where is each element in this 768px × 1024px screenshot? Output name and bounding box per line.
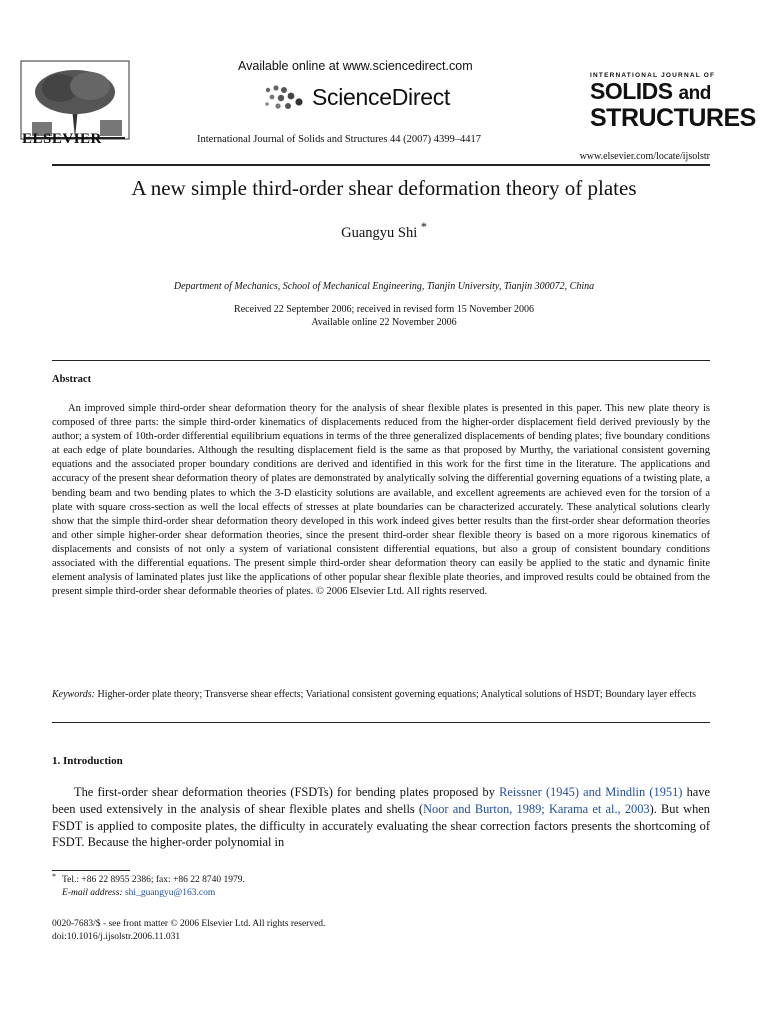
journal-logo-top: INTERNATIONAL JOURNAL OF bbox=[590, 72, 716, 79]
keywords bbox=[52, 688, 710, 701]
author-footnote bbox=[52, 873, 245, 900]
sciencedirect-wordmark: ScienceDirect bbox=[312, 83, 450, 110]
citation-link-reissner-mindlin[interactable]: Reissner (1945) and Mindlin (1951) bbox=[499, 785, 683, 799]
footnote-tel-line bbox=[52, 873, 245, 887]
author-name[interactable]: Guangyu Shi bbox=[341, 224, 418, 241]
section-heading-introduction: 1. Introduction bbox=[52, 755, 123, 767]
header-rule bbox=[52, 164, 710, 166]
available-line: Available online 22 November 2006 bbox=[311, 317, 457, 328]
article-author bbox=[0, 220, 768, 242]
keywords-rule bbox=[52, 722, 710, 723]
doi-line[interactable]: doi:10.1016/j.ijsolstr.2006.11.031 bbox=[52, 932, 181, 942]
keywords-list: Higher-order plate theory; Transverse shear effects; Variational consistent governing equations; Analytical solutions of HSDT; Boundary layer effects bbox=[97, 689, 697, 700]
copyright-block bbox=[52, 918, 325, 944]
received-dates bbox=[0, 303, 768, 329]
journal-logo-and: and bbox=[678, 83, 711, 104]
abstract-heading: Abstract bbox=[52, 374, 92, 385]
introduction-paragraph bbox=[52, 784, 710, 851]
publisher-name: ELSEVIER bbox=[22, 131, 102, 147]
abstract-text: An improved simple third-order shear deformation theory for the analysis of shear flexible plates is presented in this paper. This new plate theory is composed of three parts: the simple third-order kinematics of displacements reduced from the higher-order displacement field derived previously by the author; a system of 10th-order differential equilibrium equations in terms of the three generalized displacements of bending plates; five boundary conditions at each edge of plate boundaries. Although the resulting displacement field is the same as that proposed by Murthy, the variational consistent governing equations and the associated proper boundary conditions are derived and identified in this work for the first time in the literature. The applications and accuracy of the present shear deformation theory of plates are demonstrated by analytically solving the differential governing equations of a twisting plate, a bending beam and two bending plates to which the 3-D elasticity solutions are available, and excellent agreements are achieved even for the torsion of a plate with square cross-section as well the local effects of stresses at plate boundaries can be characterized accurately. These analytical solutions clearly show that the simple third-order shear deformation theory developed in this work indeed gives better results than the first-order shear deformation theories and other simple higher-order shear deformation theories, since the present third-order shear flexible theory is based on a more rigorous kinematics of displacements and consists of not only a system of variational consistent differential equations, but also a group of consistent boundary conditions associated with the differential equations. The present simple third-order shear deformation theory can easily be applied to the static and dynamic finite element analysis of laminated plates just like the applications of other popular shear flexible plate theories, and improved results could be obtained from the present simple third-order shear deformable theories of plates. © 2006 Elsevier Ltd. All rights reserved. bbox=[52, 403, 710, 598]
journal-logo-structures: STRUCTURES bbox=[590, 104, 756, 132]
sciencedirect-dots-icon bbox=[262, 82, 308, 112]
journal-logo-solids bbox=[590, 80, 711, 105]
available-online-text[interactable]: Available online at www.sciencedirect.com bbox=[238, 59, 473, 73]
intro-text-3: ). But when FSDT is applied to composite plates, the difficulty in accurately evaluating the shear correction factors presents the shortcoming of FSDT. Because the higher-order polynomial in bbox=[52, 801, 710, 850]
intro-text-2: have been used extensively in the analysis of shear flexible plates and shells ( bbox=[52, 785, 711, 816]
journal-citation: International Journal of Solids and Structures 44 (2007) 4399–4417 bbox=[197, 134, 482, 145]
intro-text-1: The first-order shear deformation theories (FSDTs) for bending plates proposed by bbox=[74, 785, 500, 799]
author-footnote-mark[interactable]: * bbox=[420, 220, 427, 234]
sciencedirect-logo[interactable] bbox=[262, 82, 450, 112]
article-title: A new simple third-order shear deformation theory of plates bbox=[131, 176, 637, 200]
citation-link-noor-karama[interactable]: Noor and Burton, 1989; Karama et al., 2003 bbox=[423, 801, 650, 816]
received-line: Received 22 September 2006; received in revised form 15 November 2006 bbox=[234, 304, 534, 315]
copyright-line: 0020-7683/$ - see front matter © 2006 Elsevier Ltd. All rights reserved. bbox=[52, 919, 326, 929]
email-label: E-mail address: bbox=[62, 888, 123, 898]
author-affiliation: Department of Mechanics, School of Mechanical Engineering, Tianjin University, Tianjin 300072, China bbox=[173, 281, 595, 292]
introduction-body bbox=[52, 784, 710, 851]
email-link[interactable]: shi_guangyu@163.com bbox=[124, 888, 216, 898]
journal-url-link[interactable]: www.elsevier.com/locate/ijsolstr bbox=[579, 151, 710, 162]
footnote-rule bbox=[52, 870, 130, 871]
abstract-body bbox=[52, 402, 710, 599]
keywords-label: Keywords: bbox=[52, 689, 95, 700]
abstract-rule bbox=[52, 360, 710, 361]
footnote-tel: Tel.: +86 22 8955 2386; fax: +86 22 8740 1979. bbox=[62, 875, 245, 885]
journal-logo-solids-word: SOLIDS bbox=[590, 78, 673, 104]
footnote-mark: * bbox=[52, 872, 56, 881]
footnote-email-line bbox=[52, 887, 245, 900]
